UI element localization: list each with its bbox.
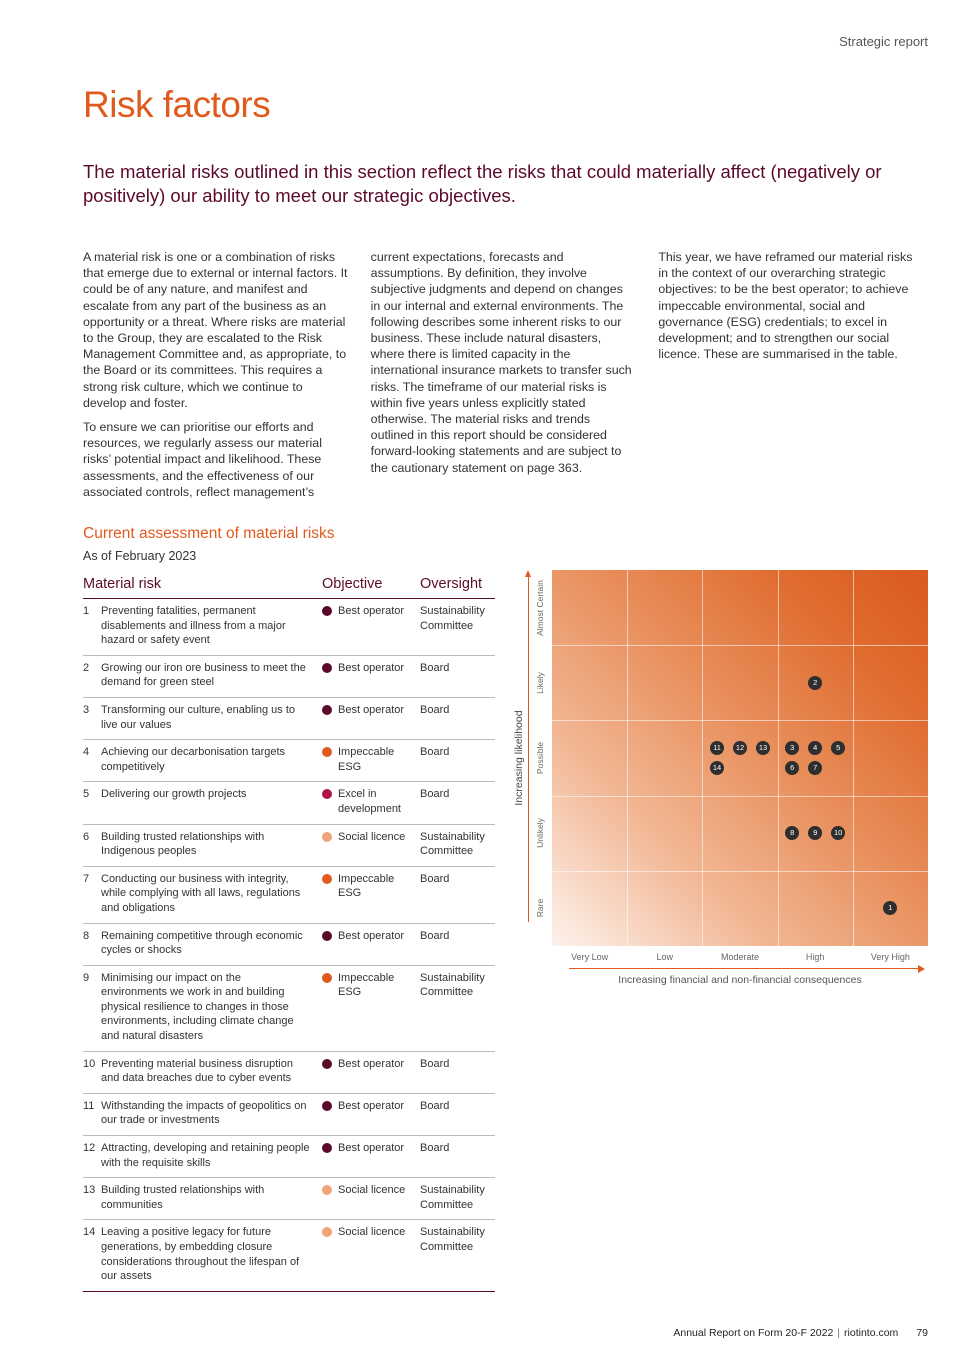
- table-row: [83, 965, 495, 1051]
- grid-vline: [702, 570, 703, 946]
- risk-objective-cell: [322, 782, 420, 824]
- x-tick-label: Low: [656, 952, 674, 962]
- table-header-row: [83, 574, 495, 599]
- risk-oversight: Board: [420, 655, 495, 697]
- body-columns: [83, 249, 923, 500]
- body-column-2: [371, 249, 636, 500]
- objective-label: Best operator: [338, 1142, 405, 1155]
- risk-marker: 1: [883, 901, 897, 915]
- table-row: [83, 1178, 495, 1220]
- risk-number: 4: [83, 740, 101, 782]
- page-footer: [673, 1327, 928, 1339]
- risk-number: 9: [83, 965, 101, 1051]
- risk-oversight: Board: [420, 1136, 495, 1178]
- page-number: 79: [916, 1327, 928, 1339]
- y-tick-label: Possible: [535, 741, 545, 775]
- risk-objective-cell: [322, 923, 420, 965]
- objective-label: Best operator: [338, 605, 405, 617]
- table-row: [83, 1220, 495, 1291]
- objective-label: Impeccable ESG: [338, 872, 395, 900]
- risk-oversight: Board: [420, 697, 495, 739]
- grid-hline: [552, 796, 928, 797]
- objective-dot-icon: [322, 832, 332, 842]
- objective-dot-icon: [322, 1059, 332, 1069]
- objective-wrap: [322, 971, 420, 1000]
- intro-statement: The material risks outlined in this section reflect the risks that could materially affect (negatively or positively) our ability to meet our strategic objectives.: [83, 161, 882, 206]
- y-tick-label: Rare: [535, 899, 545, 918]
- table-body: [83, 599, 495, 1292]
- body-column-3: [658, 249, 923, 500]
- risk-number: 14: [83, 1220, 101, 1291]
- assessment-date: As of February 2023: [83, 549, 197, 563]
- objective-wrap: [322, 604, 420, 619]
- objective-label: Best operator: [338, 661, 405, 674]
- objective-dot-icon: [322, 973, 332, 983]
- risk-description: Attracting, developing and retaining people with the requisite skills: [101, 1136, 322, 1178]
- risk-objective-cell: [322, 1178, 420, 1220]
- risk-number: 2: [83, 655, 101, 697]
- material-risk-table: [83, 574, 495, 1292]
- objective-label: Best operator: [338, 929, 405, 942]
- risk-oversight: Sustainability Committee: [420, 599, 495, 656]
- risk-objective-cell: [322, 1220, 420, 1291]
- objective-wrap: [322, 703, 420, 718]
- objective-label: Best operator: [338, 1099, 405, 1112]
- risk-objective-cell: [322, 1136, 420, 1178]
- grid-hline: [552, 720, 928, 721]
- risk-oversight: Board: [420, 1051, 495, 1093]
- risk-number: 6: [83, 824, 101, 866]
- risk-objective-cell: [322, 824, 420, 866]
- risk-marker: 8: [785, 826, 799, 840]
- risk-description: Minimising our impact on the environments we work in and building physical resilience to changes in those environments, including climate change and natural disasters: [101, 965, 322, 1051]
- risk-number: 13: [83, 1178, 101, 1220]
- objective-label: Impeccable ESG: [338, 746, 395, 773]
- risk-description: Achieving our decarbonisation targets competitively: [101, 740, 322, 782]
- risk-description: Leaving a positive legacy for future generations, by embedding closure considerations throughout the lifespan of our assets: [101, 1220, 322, 1291]
- risk-oversight: Sustainability Committee: [420, 965, 495, 1051]
- risk-objective-cell: [322, 740, 420, 782]
- y-axis-title: Increasing likelihood: [513, 710, 525, 806]
- risk-marker: 12: [733, 741, 747, 755]
- y-tick-label: Unlikely: [535, 818, 545, 849]
- risk-description: Delivering our growth projects: [101, 782, 322, 824]
- risk-number: 12: [83, 1136, 101, 1178]
- objective-label: Excel in development: [338, 788, 401, 815]
- objective-wrap: [322, 929, 420, 944]
- objective-dot-icon: [322, 931, 332, 941]
- x-tick-label: Moderate: [720, 952, 760, 962]
- risk-objective-cell: [322, 1093, 420, 1135]
- y-tick-label: Almost Certain: [535, 579, 545, 636]
- objective-wrap: [322, 830, 420, 845]
- risk-description: Transforming our culture, enabling us to live our values: [101, 697, 322, 739]
- x-tick-label: High: [805, 952, 825, 962]
- risk-marker: 2: [808, 676, 822, 690]
- risk-oversight: Board: [420, 740, 495, 782]
- table-row: [83, 740, 495, 782]
- objective-wrap: [322, 1141, 420, 1156]
- y-axis-arrowhead: [525, 570, 531, 577]
- risk-number: 7: [83, 866, 101, 923]
- risk-oversight: Board: [420, 782, 495, 824]
- risk-description: Building trusted relationships with communities: [101, 1178, 322, 1220]
- objective-label: Best operator: [338, 703, 405, 716]
- risk-description: Building trusted relationships with Indigenous peoples: [101, 824, 322, 866]
- table-row: [83, 599, 495, 656]
- risk-description: Preventing material business disruption and data breaches due to cyber events: [101, 1051, 322, 1093]
- objective-dot-icon: [322, 1227, 332, 1237]
- objective-wrap: [322, 661, 420, 676]
- objective-label: Social licence: [338, 830, 406, 843]
- risk-number: 10: [83, 1051, 101, 1093]
- risk-objective-cell: [322, 599, 420, 656]
- risk-marker: 9: [808, 826, 822, 840]
- section-label: Strategic report: [839, 34, 928, 49]
- risk-objective-cell: [322, 965, 420, 1051]
- footer-website: riotinto.com: [844, 1327, 899, 1339]
- risk-description: Growing our iron ore business to meet the demand for green steel: [101, 655, 322, 697]
- objective-dot-icon: [322, 1143, 332, 1153]
- objective-dot-icon: [322, 705, 332, 715]
- risk-objective-cell: [322, 697, 420, 739]
- risk-objective-cell: [322, 866, 420, 923]
- risk-oversight: Sustainability Committee: [420, 1178, 495, 1220]
- table-row: [83, 782, 495, 824]
- grid-vline: [627, 570, 628, 946]
- risk-number: 1: [83, 599, 101, 656]
- objective-wrap: [322, 745, 420, 774]
- objective-dot-icon: [322, 1185, 332, 1195]
- table-row: [83, 1093, 495, 1135]
- risk-number: 11: [83, 1093, 101, 1135]
- x-axis-title: Increasing financial and non-financial consequences: [618, 974, 862, 986]
- risk-marker: 13: [756, 741, 770, 755]
- risk-marker: 6: [785, 761, 799, 775]
- x-tick-label: Very High: [870, 952, 910, 962]
- risk-oversight: Board: [420, 923, 495, 965]
- table-row: [83, 923, 495, 965]
- risk-marker: 5: [831, 741, 845, 755]
- footer-separator: |: [837, 1327, 841, 1339]
- header-objective: Objective: [322, 574, 420, 599]
- objective-wrap: [322, 1057, 420, 1072]
- objective-dot-icon: [322, 606, 332, 616]
- risk-description: Remaining competitive through economic cycles or shocks: [101, 923, 322, 965]
- risk-description: Conducting our business with integrity, while complying with all laws, regulations and obligations: [101, 866, 322, 923]
- body-paragraph: This year, we have reframed our material risks in the context of our overarching strategic objectives: to be the best operator; to achieve impeccable environmental, social and governance (ESG) credentials; to excel in development; and to strengthen our social licence. These are summarised in the table.: [658, 250, 913, 362]
- risk-marker: 10: [831, 826, 845, 840]
- objective-dot-icon: [322, 747, 332, 757]
- x-axis-arrow: [569, 968, 919, 969]
- header-material-risk: Material risk: [83, 574, 322, 599]
- body-column-1: [83, 249, 348, 500]
- risk-objective-cell: [322, 1051, 420, 1093]
- body-paragraph: current expectations, forecasts and assumptions. By definition, they involve subjective judgments and depend on changes in our internal and external environments. The following describes some inherent risks to our business. These include natural disasters, where there is limited capacity in the international insurance markets to transfer such risks. The timeframe of our material risks is within five years unless explicitly stated otherwise. The material risks and trends outlined in this report should be considered forward-looking statements and are subject to the cautionary statement on page 363.: [370, 250, 632, 475]
- grid-vline: [778, 570, 779, 946]
- footer-report-title: Annual Report on Form 20-F 2022: [673, 1327, 834, 1339]
- grid-hline: [552, 871, 928, 872]
- risk-matrix: [552, 570, 928, 946]
- risk-oversight: Board: [420, 866, 495, 923]
- objective-dot-icon: [322, 874, 332, 884]
- risk-marker: 11: [710, 741, 724, 755]
- objective-dot-icon: [322, 663, 332, 673]
- body-paragraph: To ensure we can prioritise our efforts and resources, we regularly assess our material risks’ potential impact and likelihood. These assessments, and the effectiveness of our associated controls, reflect management’s: [83, 420, 322, 499]
- risk-oversight: Sustainability Committee: [420, 824, 495, 866]
- risk-number: 8: [83, 923, 101, 965]
- table-row: [83, 1136, 495, 1178]
- body-paragraph: A material risk is one or a combination of risks that emerge due to external or internal factors. It could be of any nature, and manifest and escalate from any part of the business as an opportunity or a threat. Where risks are material to the Group, they are escalated to the Risk Management Committee and, as appropriate, to the Board or its committees. This requires a strong risk culture, which we continue to develop and foster.: [83, 250, 348, 410]
- risk-number: 3: [83, 697, 101, 739]
- y-tick-label: Likely: [535, 671, 545, 694]
- table-row: [83, 1051, 495, 1093]
- x-tick-label: Very Low: [571, 952, 609, 962]
- header-oversight: Oversight: [420, 574, 495, 599]
- objective-dot-icon: [322, 1101, 332, 1111]
- objective-wrap: [322, 1099, 420, 1114]
- risk-description: Withstanding the impacts of geopolitics on our trade or investments: [101, 1093, 322, 1135]
- objective-wrap: [322, 1225, 420, 1240]
- risk-oversight: Sustainability Committee: [420, 1220, 495, 1291]
- objective-wrap: [322, 872, 420, 901]
- x-axis-arrowhead: [918, 965, 925, 973]
- risk-marker: 14: [710, 761, 724, 775]
- objective-label: Impeccable ESG: [338, 971, 395, 999]
- risk-description: Preventing fatalities, permanent disablements and illness from a major hazard or safety event: [101, 599, 322, 656]
- objective-dot-icon: [322, 789, 332, 799]
- risk-oversight: Board: [420, 1093, 495, 1135]
- table-row: [83, 866, 495, 923]
- objective-label: Best operator: [338, 1057, 405, 1070]
- objective-wrap: [322, 787, 420, 816]
- risk-number: 5: [83, 782, 101, 824]
- risk-marker: 7: [808, 761, 822, 775]
- risk-marker: 4: [808, 741, 822, 755]
- assessment-title: Current assessment of material risks: [83, 525, 335, 542]
- table-row: [83, 697, 495, 739]
- objective-label: Social licence: [338, 1184, 406, 1197]
- objective-label: Social licence: [338, 1226, 406, 1239]
- table-row: [83, 655, 495, 697]
- table-row: [83, 824, 495, 866]
- risk-objective-cell: [322, 655, 420, 697]
- y-axis-arrow: [528, 576, 529, 922]
- page-title: Risk factors: [83, 84, 271, 125]
- risk-marker: 3: [785, 741, 799, 755]
- grid-hline: [552, 645, 928, 646]
- grid-vline: [853, 570, 854, 946]
- objective-wrap: [322, 1183, 420, 1198]
